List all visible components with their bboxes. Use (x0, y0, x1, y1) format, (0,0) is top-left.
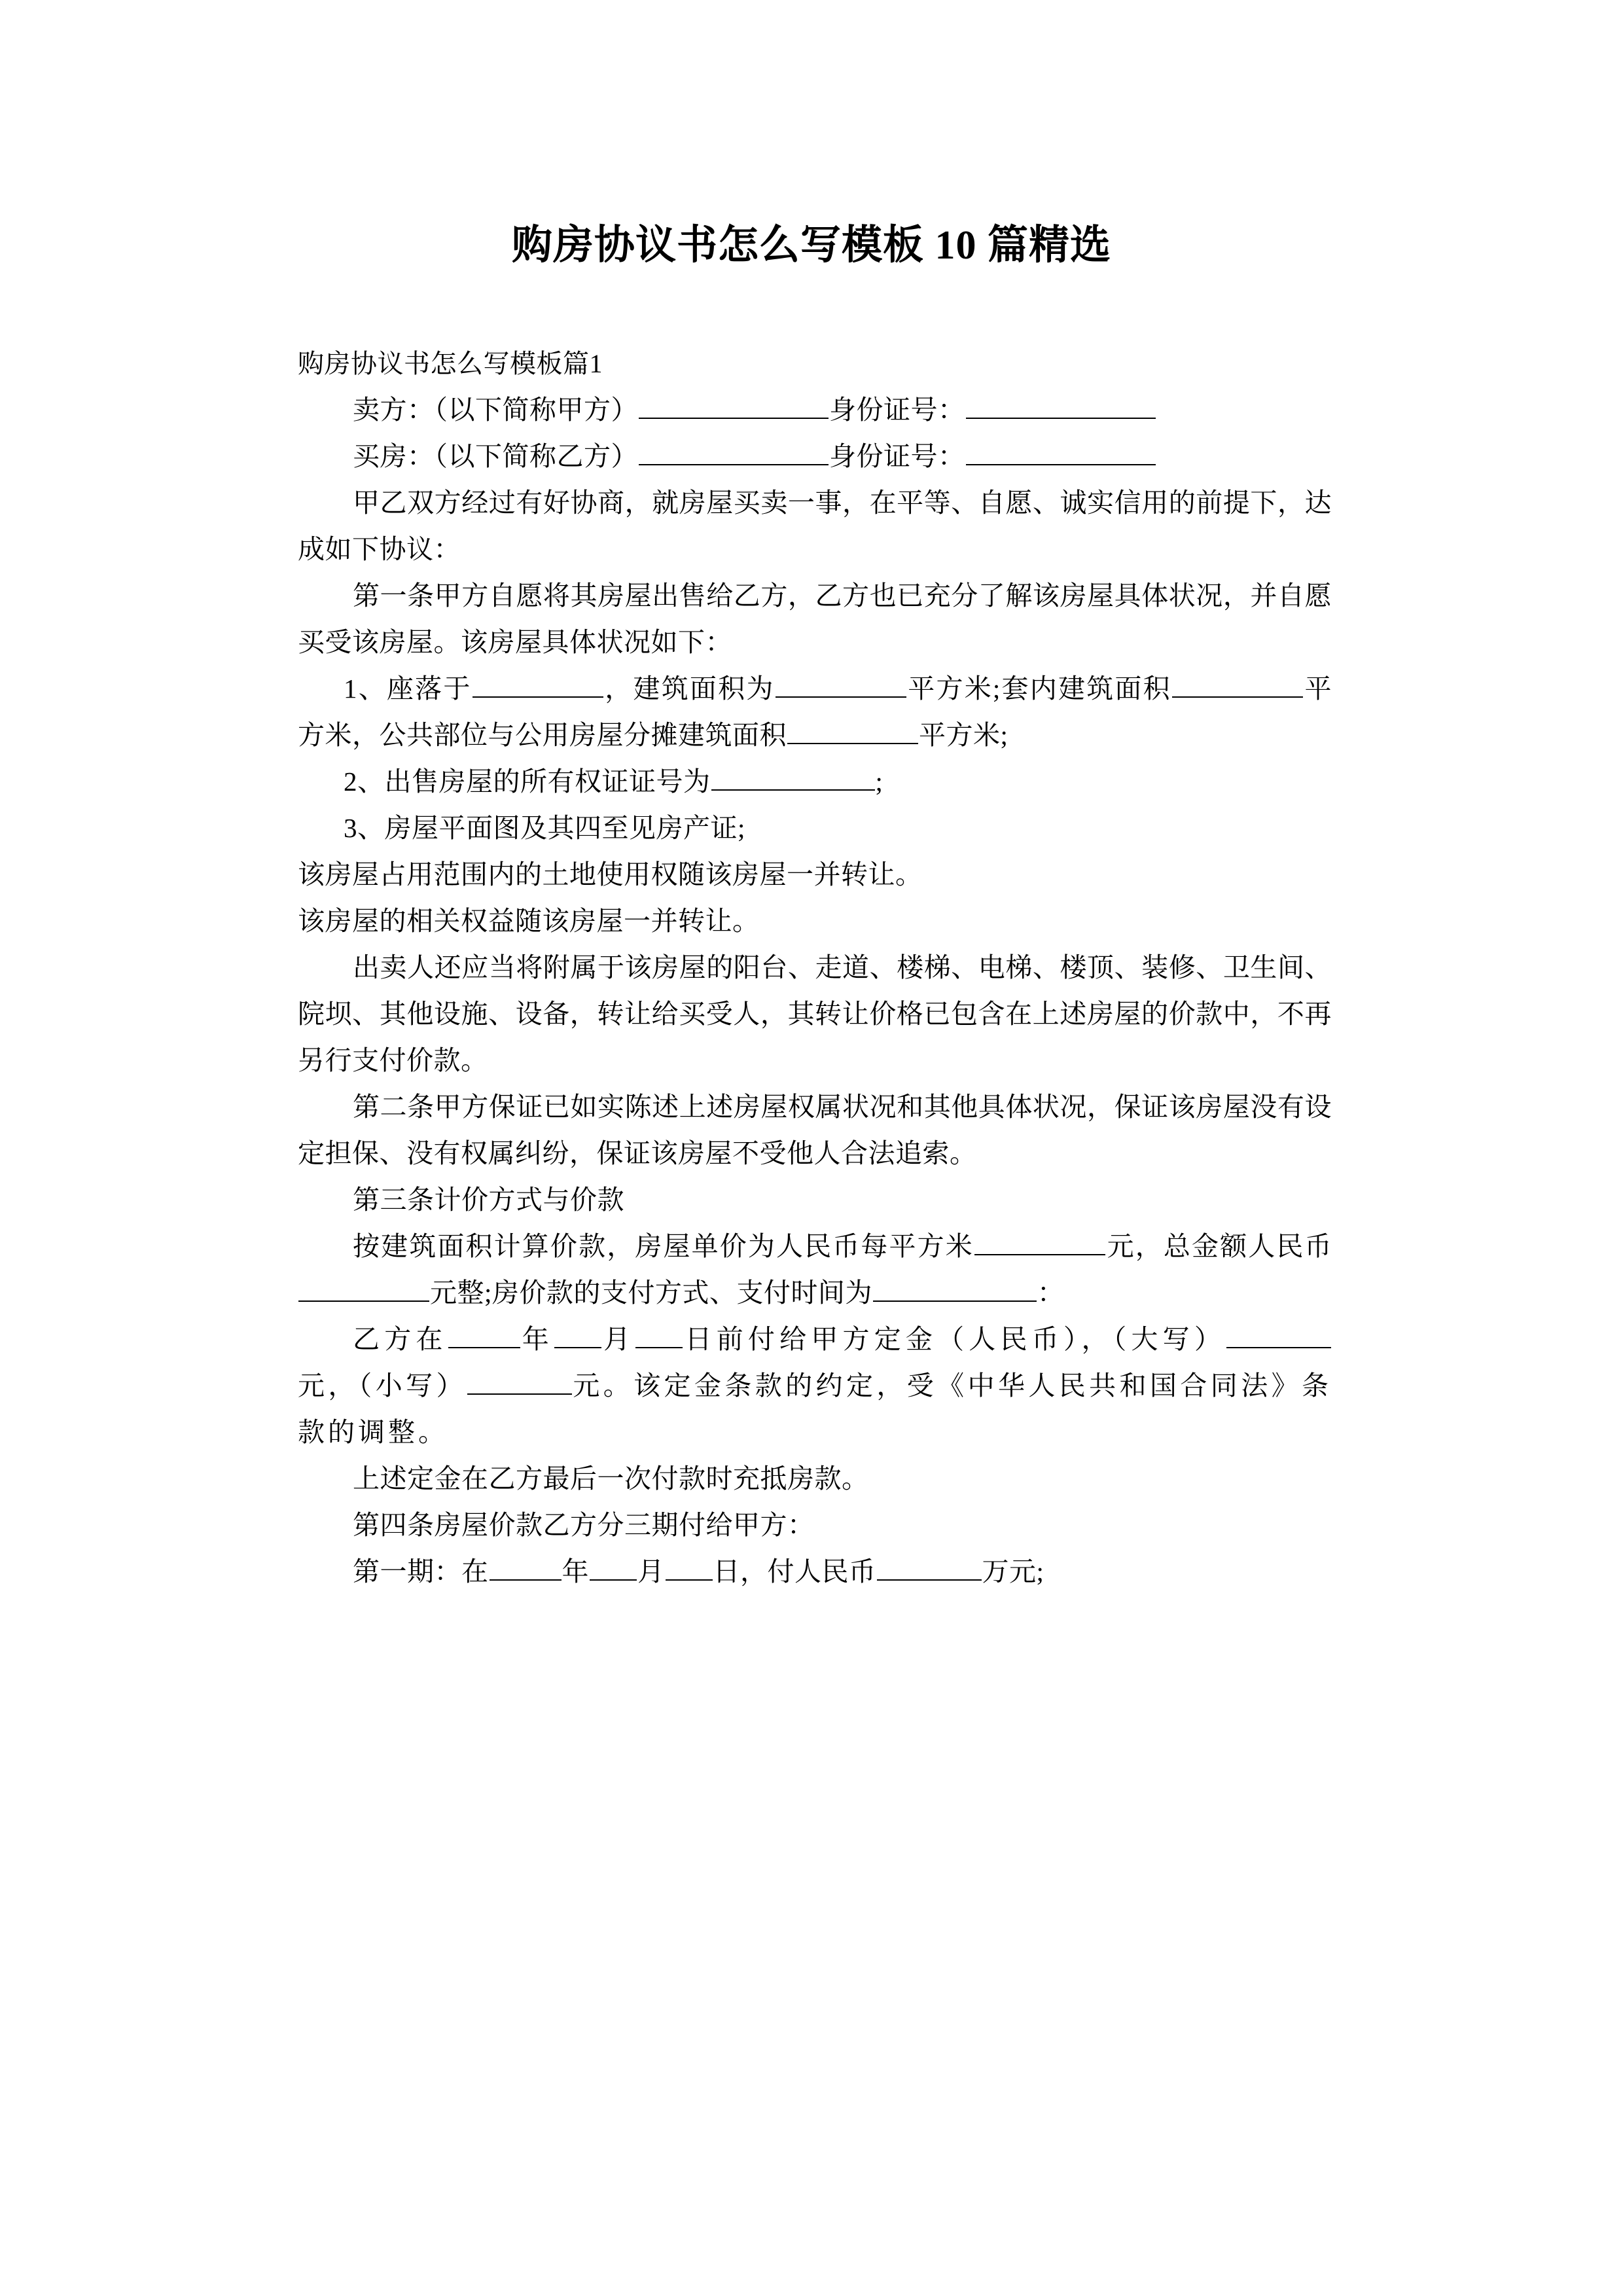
buyer-id-label: 身份证号： (829, 441, 965, 471)
phase-1-day-blank[interactable] (666, 1554, 713, 1581)
buyer-label: 买房：（以下简称乙方） (353, 441, 638, 471)
item-1-part-d: 平方米，公共部位与公用房屋分摊建筑面积 (298, 673, 1332, 750)
unit-price-blank[interactable] (974, 1229, 1105, 1255)
item-1-inner-area-blank[interactable] (1172, 672, 1303, 698)
deposit-part-f: 元。该定金条款的约定，受《中华人民共和国合同法》条款的调整。 (298, 1371, 1332, 1447)
price-part-c: 元整;房价款的支付方式、支付时间为 (430, 1278, 872, 1308)
total-price-blank[interactable] (298, 1276, 429, 1302)
item-1-location-blank[interactable] (473, 672, 603, 698)
item-2-paragraph (298, 759, 1332, 805)
item-2-part-b: ; (875, 766, 883, 797)
price-paragraph (298, 1223, 1332, 1316)
phase-1-year-blank[interactable] (490, 1554, 562, 1581)
phase-1-paragraph (298, 1549, 1332, 1595)
seller-id-blank[interactable] (966, 393, 1156, 419)
item-1-part-b: ，建筑面积为 (603, 673, 775, 704)
item-1-area-blank[interactable] (776, 672, 906, 698)
attachments-paragraph: 出卖人还应当将附属于该房屋的阳台、走道、楼梯、电梯、楼顶、装修、卫生间、院坝、其他设施、设备，转让给买受人，其转让价格已包含在上述房屋的价款中，不再另行支付价款。 (298, 952, 1332, 1075)
item-1-shared-area-blank[interactable] (787, 718, 918, 744)
phase-1-part-c: 月 (637, 1556, 665, 1587)
item-1-part-e: 平方米; (919, 720, 1008, 750)
deposit-amount-words-blank[interactable] (1226, 1322, 1331, 1348)
article-4-heading: 第四条房屋价款乙方分三期付给甲方： (353, 1510, 815, 1540)
buyer-line (298, 433, 1332, 480)
phase-1-part-a: 第一期：在 (353, 1556, 489, 1587)
item-2-cert-number-blank[interactable] (711, 764, 875, 791)
payment-method-blank[interactable] (873, 1276, 1037, 1302)
deposit-part-d: 日前付给甲方定金（人民币），（大写） (683, 1324, 1226, 1354)
phase-1-amount-blank[interactable] (877, 1554, 982, 1581)
item-3-paragraph: 3、房屋平面图及其四至见房产证; (344, 813, 745, 843)
land-use-paragraph: 该房屋占用范围内的土地使用权随该房屋一并转让。 (298, 859, 923, 889)
phase-1-part-b: 年 (562, 1556, 589, 1587)
buyer-name-blank[interactable] (639, 439, 829, 465)
phase-1-part-e: 万元; (982, 1556, 1044, 1587)
deposit-month-blank[interactable] (554, 1322, 601, 1348)
price-part-a: 按建筑面积计算价款，房屋单价为人民币每平方米 (353, 1231, 974, 1261)
article-2-paragraph: 第二条甲方保证已如实陈述上述房屋权属状况和其他具体状况，保证该房屋没有设定担保、没有权属纠纷，保证该房屋不受他人合法追索。 (298, 1092, 1332, 1168)
phase-1-month-blank[interactable] (590, 1554, 637, 1581)
section-heading: 购房协议书怎么写模板篇1 (298, 349, 603, 378)
related-rights-paragraph: 该房屋的相关权益随该房屋一并转让。 (298, 906, 760, 936)
seller-line (298, 387, 1332, 433)
document-body (298, 340, 1332, 1595)
deposit-part-c: 月 (601, 1324, 635, 1354)
deposit-paragraph (298, 1316, 1332, 1456)
deposit-part-a: 乙方在 (353, 1324, 448, 1354)
article-3-heading: 第三条计价方式与价款 (353, 1185, 624, 1215)
price-part-d: ： (1037, 1278, 1065, 1308)
intro-paragraph: 甲乙双方经过有好协商，就房屋买卖一事，在平等、自愿、诚实信用的前提下，达成如下协议： (298, 488, 1332, 564)
seller-name-blank[interactable] (639, 393, 829, 419)
deposit-amount-figures-blank[interactable] (467, 1369, 572, 1395)
deposit-part-b: 年 (520, 1324, 554, 1354)
phase-1-part-d: 日，付人民币 (713, 1556, 876, 1587)
price-part-b: 元，总金额人民币 (1105, 1231, 1332, 1261)
item-1-paragraph (298, 666, 1332, 759)
buyer-id-blank[interactable] (966, 439, 1156, 465)
deposit-year-blank[interactable] (448, 1322, 520, 1348)
article-1-paragraph: 第一条甲方自愿将其房屋出售给乙方，乙方也已充分了解该房屋具体状况，并自愿买受该房屋。该房屋具体状况如下： (298, 581, 1332, 657)
item-2-part-a: 2、出售房屋的所有权证证号为 (344, 766, 711, 797)
seller-label: 卖方：（以下简称甲方） (353, 395, 638, 425)
item-1-part-a: 1、座落于 (344, 673, 472, 704)
seller-id-label: 身份证号： (829, 395, 965, 425)
page-title: 购房协议书怎么写模板 10 篇精选 (511, 223, 1111, 268)
item-1-part-c: 平方米;套内建筑面积 (906, 673, 1171, 704)
deposit-offset-paragraph: 上述定金在乙方最后一次付款时充抵房款。 (353, 1463, 869, 1494)
deposit-day-blank[interactable] (635, 1322, 683, 1348)
deposit-part-e: 元，（小写） (298, 1371, 467, 1401)
